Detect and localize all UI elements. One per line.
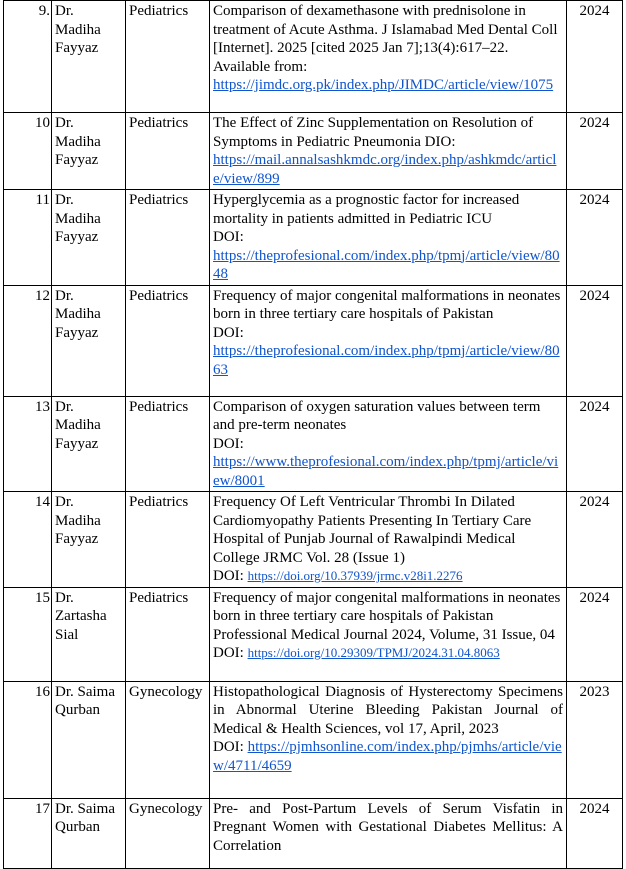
table-row <box>4 285 623 396</box>
citation-link[interactable]: https://theprofesional.com/index.php/tpmj/article/view/8063 <box>213 343 560 378</box>
year-cell: 2023 <box>567 681 623 798</box>
citation-text: The Effect of Zinc Supplementation on Resolution of Symptoms in Pediatric Pneumonia DIO: <box>213 115 534 150</box>
row-number: 17 <box>4 798 52 868</box>
table-row <box>4 1 623 113</box>
year-cell: 2024 <box>567 587 623 681</box>
row-number: 12 <box>4 285 52 396</box>
citation-link[interactable]: https://jimdc.org.pk/index.php/JIMDC/article/view/1075 <box>213 77 554 93</box>
citation-text: Frequency of major congenital malformations in neonates born in three tertiary care hospitals of Pakistan <box>213 287 561 322</box>
author-cell: Dr. Zartasha Sial <box>52 587 126 681</box>
department-cell: Pediatrics <box>126 1 210 113</box>
citation-cell <box>210 587 567 681</box>
table-row <box>4 113 623 190</box>
table-row <box>4 190 623 286</box>
citation-text: Comparison of dexamethasone with prednisolone in treatment of Acute Asthma. J Islamabad Med Dental Coll [Internet]. 2025 [cited 2025 Jan 7];13(4):617–22. Available from: <box>213 3 558 75</box>
doi-label: DOI: <box>213 435 244 452</box>
citation-text: Frequency Of Left Ventricular Thrombi In Dilated Cardiomyopathy Patients Presenting In Tertiary Care Hospital of Punjab Journal of Rawalpindi Medical College JRMC Vol. 28 (Issue 1) <box>213 494 532 566</box>
citation-text: Histopathological Diagnosis of Hysterectomy Specimens in Abnormal Uterine Bleeding Pakistan Journal of Medical & Health Sciences, vol 17, April, 2023 <box>213 683 563 737</box>
doi-label: DOI: <box>213 645 244 661</box>
year-cell: 2024 <box>567 396 623 492</box>
row-number: 9. <box>4 1 52 113</box>
table-row <box>4 587 623 681</box>
department-cell: Gynecology <box>126 681 210 798</box>
citation-link[interactable]: https://doi.org/10.29309/TPMJ/2024.31.04.8063 <box>247 645 500 660</box>
table-row <box>4 492 623 588</box>
row-number: 10 <box>4 113 52 190</box>
doi-label: DOI: <box>213 739 244 755</box>
department-cell: Pediatrics <box>126 396 210 492</box>
row-number: 14 <box>4 492 52 588</box>
row-number: 16 <box>4 681 52 798</box>
citation-text: Comparison of oxygen saturation values between term and pre-term neonates <box>213 398 541 433</box>
year-cell: 2024 <box>567 492 623 588</box>
row-number: 15 <box>4 587 52 681</box>
citation-text: Frequency of major congenital malformations in neonates born in three tertiary care hospitals of Pakistan Professional Medical Journal 2024, Volume, 31 Issue, 04 <box>213 589 561 643</box>
department-cell: Pediatrics <box>126 190 210 286</box>
publications-table <box>3 0 623 869</box>
citation-cell <box>210 190 567 286</box>
table-row <box>4 396 623 492</box>
year-cell: 2024 <box>567 285 623 396</box>
citation-link[interactable]: https://www.theprofesional.com/index.php/tpmj/article/view/8001 <box>213 454 559 489</box>
citation-text: Pre- and Post-Partum Levels of Serum Visfatin in Pregnant Women with Gestational Diabetes Mellitus: A Correlation <box>213 800 563 854</box>
author-cell: Dr. Madiha Fayyaz <box>52 492 126 588</box>
doi-label: DOI: <box>213 568 244 584</box>
department-cell: Pediatrics <box>126 113 210 190</box>
department-cell: Pediatrics <box>126 492 210 588</box>
row-number: 13 <box>4 396 52 492</box>
citation-link[interactable]: https://pjmhsonline.com/index.php/pjmhs/article/view/4711/4659 <box>213 739 562 774</box>
year-cell: 2024 <box>567 1 623 113</box>
department-cell: Pediatrics <box>126 285 210 396</box>
citation-link[interactable]: https://theprofesional.com/index.php/tpmj/article/view/8048 <box>213 247 560 282</box>
author-cell: Dr. Madiha Fayyaz <box>52 1 126 113</box>
citation-cell <box>210 1 567 113</box>
citation-cell <box>210 396 567 492</box>
doi-label: DOI: <box>213 229 244 245</box>
citation-text: Hyperglycemia as a prognostic factor for increased mortality in patients admitted in Pediatric ICU <box>213 192 520 227</box>
department-cell: Pediatrics <box>126 587 210 681</box>
table-row <box>4 681 623 798</box>
doi-line <box>213 567 563 586</box>
doi-line <box>213 644 563 663</box>
citation-cell <box>210 681 567 798</box>
year-cell: 2024 <box>567 190 623 286</box>
department-cell: Gynecology <box>126 798 210 868</box>
doi-line <box>213 738 563 775</box>
table-row <box>4 798 623 868</box>
citation-link[interactable]: https://doi.org/10.37939/jrmc.v28i1.2276 <box>247 568 463 583</box>
citation-cell <box>210 798 567 868</box>
doi-label: DOI: <box>213 324 244 341</box>
citation-cell <box>210 113 567 190</box>
citation-link[interactable]: https://mail.annalsashkmdc.org/index.php/ashkmdc/article/view/899 <box>213 152 557 187</box>
year-cell: 2024 <box>567 113 623 190</box>
author-cell: Dr. Saima Qurban <box>52 798 126 868</box>
year-cell: 2024 <box>567 798 623 868</box>
citation-cell <box>210 492 567 588</box>
citation-cell <box>210 285 567 396</box>
row-number: 11 <box>4 190 52 286</box>
author-cell: Dr. Madiha Fayyaz <box>52 285 126 396</box>
author-cell: Dr. Madiha Fayyaz <box>52 113 126 190</box>
author-cell: Dr. Madiha Fayyaz <box>52 190 126 286</box>
author-cell: Dr. Madiha Fayyaz <box>52 396 126 492</box>
author-cell: Dr. Saima Qurban <box>52 681 126 798</box>
